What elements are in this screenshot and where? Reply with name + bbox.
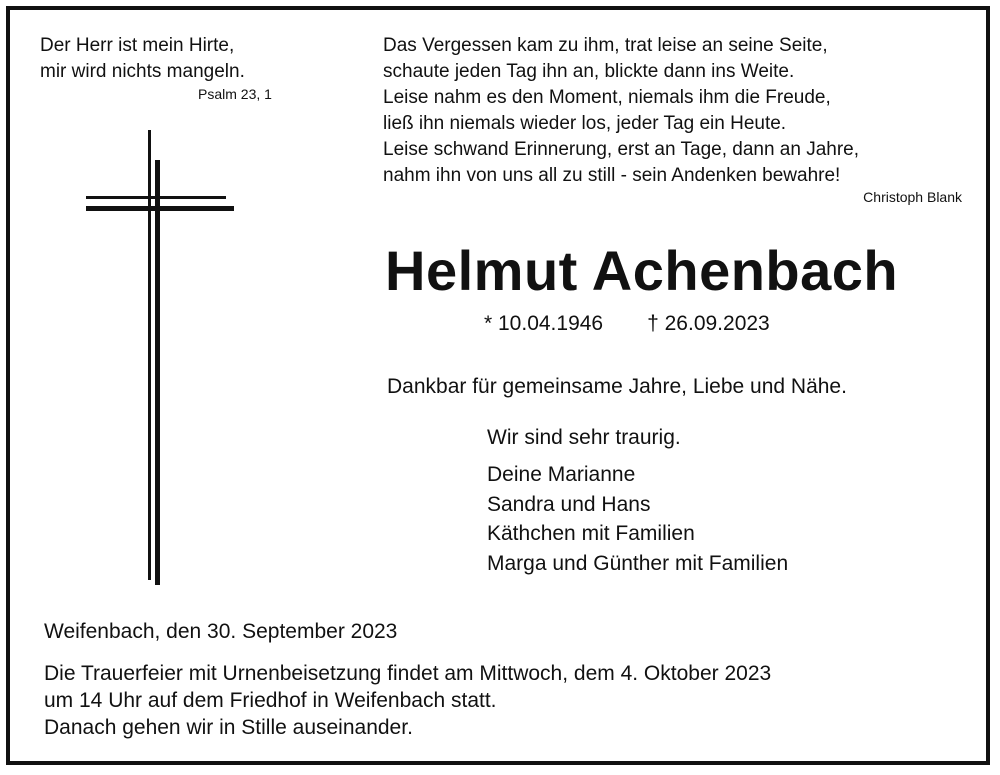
signer: Käthchen mit Familien — [487, 522, 695, 545]
funeral-notice — [44, 660, 771, 741]
place-date: Weifenbach, den 30. September 2023 — [44, 620, 398, 643]
mourning-text: Wir sind sehr traurig. — [487, 426, 681, 449]
psalm-line: Der Herr ist mein Hirte, — [40, 35, 235, 56]
psalm-reference: Psalm 23, 1 — [198, 86, 272, 102]
deceased-name: Helmut Achenbach — [385, 239, 899, 302]
gratitude-text: Dankbar für gemeinsame Jahre, Liebe und Nähe. — [387, 375, 847, 398]
poem-author: Christoph Blank — [863, 189, 962, 205]
poem-line: Leise nahm es den Moment, niemals ihm die Freude, — [383, 87, 831, 108]
birth-date: * 10.04.1946 — [484, 312, 604, 335]
poem-line: ließ ihn niemals wieder los, jeder Tag ein Heute. — [383, 113, 787, 134]
poem-line: Leise schwand Erinnerung, erst an Tage, dann an Jahre, — [383, 139, 860, 160]
poem — [383, 33, 859, 189]
signer: Marga und Günther mit Familien — [487, 551, 789, 575]
psalm-line: mir wird nichts mangeln. — [40, 61, 245, 82]
funeral-line: Die Trauerfeier mit Urnenbeisetzung findet am Mittwoch, dem 4. Oktober 2023 — [44, 662, 772, 685]
signer: Sandra und Hans — [487, 492, 651, 516]
death-date: † 26.09.2023 — [647, 312, 770, 335]
poem-line: Das Vergessen kam zu ihm, trat leise an seine Seite, — [383, 35, 828, 56]
poem-line: nahm ihn von uns all zu still - sein Andenken bewahre! — [383, 165, 841, 186]
funeral-line: Danach gehen wir in Stille auseinander. — [44, 716, 413, 739]
poem-line: schaute jeden Tag ihn an, blickte dann ins Weite. — [383, 61, 795, 82]
funeral-line: um 14 Uhr auf dem Friedhof in Weifenbach statt. — [44, 689, 497, 712]
signers-list — [487, 460, 788, 578]
psalm-quote — [40, 33, 245, 85]
cross-icon — [80, 130, 240, 585]
signer: Deine Marianne — [487, 463, 636, 486]
life-dates — [484, 312, 770, 336]
